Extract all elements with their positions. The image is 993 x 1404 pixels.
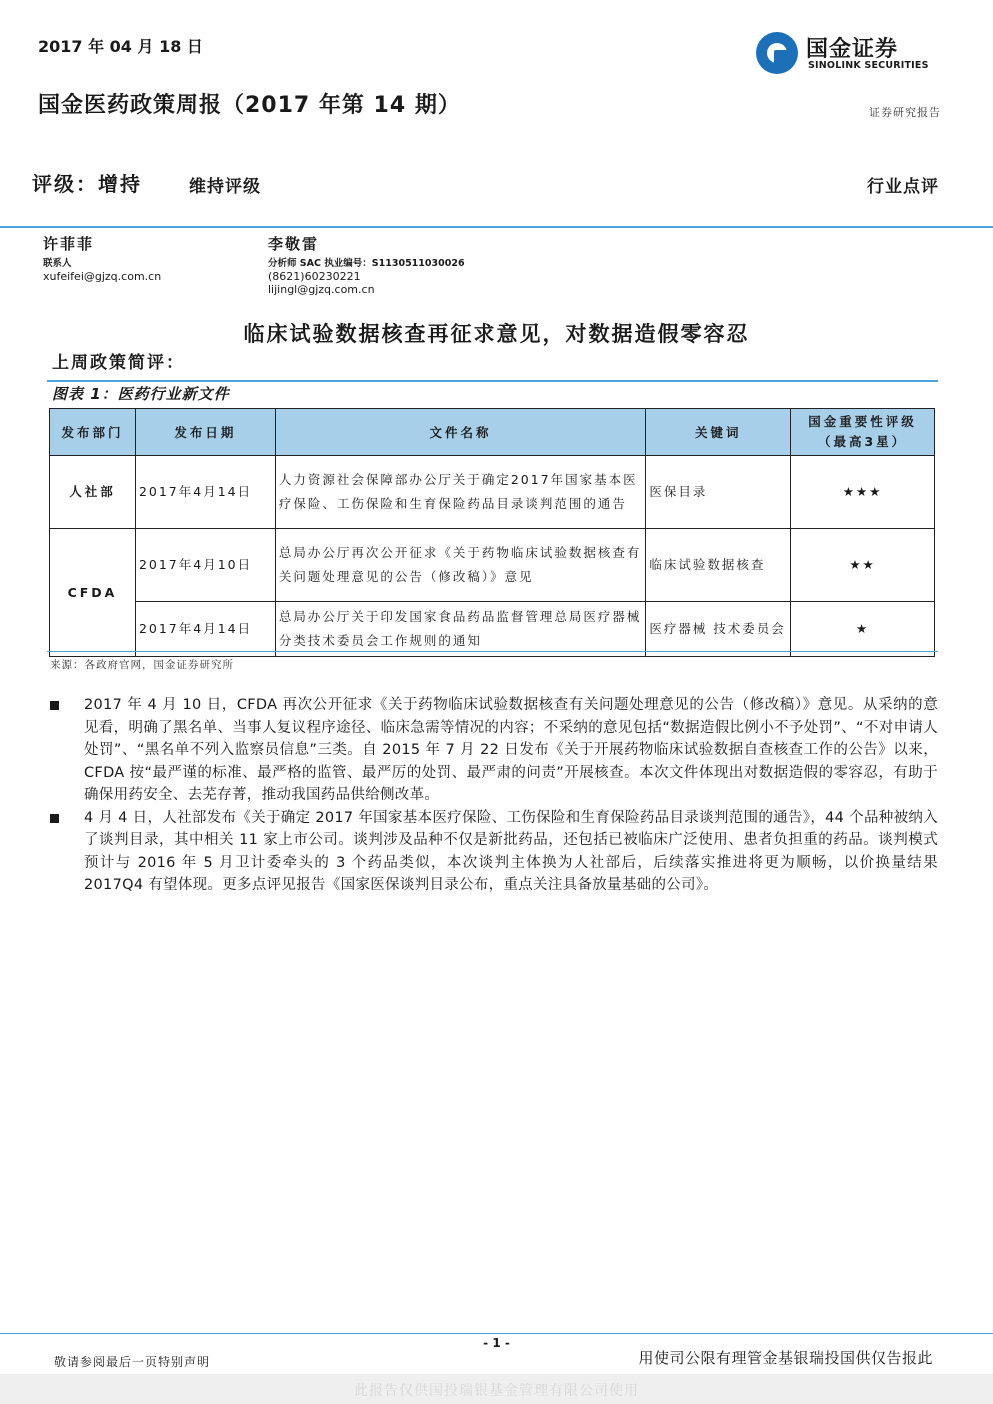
header-divider: [0, 226, 993, 228]
footer-divider: [0, 1333, 993, 1334]
analyst-name: 许菲菲: [43, 235, 95, 253]
section-divider: [47, 380, 938, 382]
bullet-text: 4 月 4 日，人社部发布《关于确定 2017 年国家基本医疗保险、工伤保险和生育保险药品目录谈判范围的通告》，44 个品种被纳入了谈判目录，其中相关 11 家上市公司。谈判涉及品种不仅是新批药品，还包括已被临床广泛使用、患者负担重的药品。谈判模式预计与 2016 年 5 月卫计委牵头的 3 个药品类似，本次谈判主体换为人社部后，后续落实推进将更为顺畅，以价换量结果 2017Q4 有望体现。更多点评见报告《国家医保谈判目录公布，重点关注具备放量基础的公司》。: [84, 809, 938, 893]
logo-text-cn: 国金证券: [806, 37, 899, 62]
rating: 评级：增持: [32, 172, 142, 196]
footer-notice: 用使司公限有理管金基银瑞投国供仅告报此: [638, 1349, 933, 1367]
logo-text-en: SINOLINK SECURITIES: [808, 60, 929, 71]
cell-stars: ★★: [791, 529, 935, 602]
cell-date: 2017年4月14日: [135, 456, 275, 529]
footer-disclaimer: 敬请参阅最后一页特别声明: [54, 1355, 211, 1369]
report-title: 国金医药政策周报（2017 年第 14 期）: [38, 93, 461, 118]
page-number: - 1 -: [483, 1336, 510, 1350]
bullet-list: [50, 694, 938, 897]
policy-table: [49, 408, 935, 657]
figure-source: 来源：各政府官网，国金证券研究所: [50, 659, 234, 671]
cell-doc: 总局办公厅再次公开征求《关于药物临床试验数据核查有关问题处理意见的公告（修改稿）》意见: [275, 529, 646, 602]
headline: 临床试验数据核查再征求意见，对数据造假零容忍: [243, 322, 750, 346]
table-row: [50, 456, 935, 529]
cell-keyword: 医疗器械 技术委员会: [646, 602, 791, 657]
cell-dept: 人社部: [50, 456, 136, 529]
cell-keyword: 临床试验数据核查: [646, 529, 791, 602]
analyst-name: 李敬雷: [268, 235, 320, 253]
watermark-text: 此报告仅供国投瑞银基金管理有限公司使用: [354, 1383, 639, 1399]
col-header-doc: 文件名称: [275, 409, 646, 456]
cell-date: 2017年4月14日: [135, 602, 275, 657]
cell-date: 2017年4月10日: [135, 529, 275, 602]
company-logo: [756, 30, 942, 78]
bullet-item: [50, 807, 938, 897]
analyst-1: [43, 235, 162, 283]
figure-title: 图表 1：医药行业新文件: [52, 385, 230, 403]
table-row: [50, 529, 935, 602]
section-title: 上周政策简评：: [52, 353, 185, 373]
analyst-phone: (8621)60230221: [268, 270, 361, 283]
bullet-text: 2017 年 4 月 10 日，CFDA 再次公开征求《关于药物临床试验数据核查有关问题处理意见的公告（修改稿）》意见。从采纳的意见看，明确了黑名单、当事人复议程序途径、临床急需等情况的内容；不采纳的意见包括“数据造假比例小不予处罚”、“不对申请人处罚”、“黑名单不列入监察员信息”三类。自 2015 年 7 月 22 日发布《关于开展药物临床试验数据自查核查工作的公告》以来，CFDA 按“最严谨的标准、最严格的监管、最严厉的处罚、最严肃的问责”开展核查。本次文件体现出对数据造假的零容忍，有助于确保用药安全、去芜存菁，推动我国药品供给侧改革。: [84, 697, 938, 803]
bullet-square-icon: [50, 701, 59, 710]
table-bottom-divider: [47, 651, 938, 652]
report-type: 证券研究报告: [869, 106, 941, 119]
report-category: 行业点评: [867, 177, 939, 197]
analyst-email: xufeifei@gjzq.com.cn: [43, 270, 162, 283]
logo-mark-icon: [756, 32, 798, 74]
cell-doc: 总局办公厅关于印发国家食品药品监督管理总局医疗器械分类技术委员会工作规则的通知: [275, 602, 646, 657]
col-header-date: 发布日期: [135, 409, 275, 456]
col-header-rating: 国金重要性评级（最高3星）: [791, 409, 935, 456]
cell-stars: ★: [791, 602, 935, 657]
cell-doc: 人力资源社会保障部办公厅关于确定2017年国家基本医疗保险、工伤保险和生育保险药品目录谈判范围的通告: [275, 456, 646, 529]
table-row: [50, 602, 935, 657]
cell-keyword: 医保目录: [646, 456, 791, 529]
col-header-dept: 发布部门: [50, 409, 136, 456]
col-header-keyword: 关键词: [646, 409, 791, 456]
cell-stars: ★★★: [791, 456, 935, 529]
analyst-role: 联系人: [43, 258, 72, 269]
bullet-item: [50, 694, 938, 807]
analyst-2: [268, 235, 465, 296]
rating-maintain: 维持评级: [189, 177, 261, 197]
table-header-row: [50, 409, 935, 456]
bullet-square-icon: [50, 814, 59, 823]
report-date: 2017 年 04 月 18 日: [38, 37, 203, 56]
cell-dept: CFDA: [50, 529, 136, 657]
analyst-email: lijingl@gjzq.com.cn: [268, 283, 375, 296]
analyst-role: 分析师 SAC 执业编号：S1130511030026: [268, 258, 465, 269]
